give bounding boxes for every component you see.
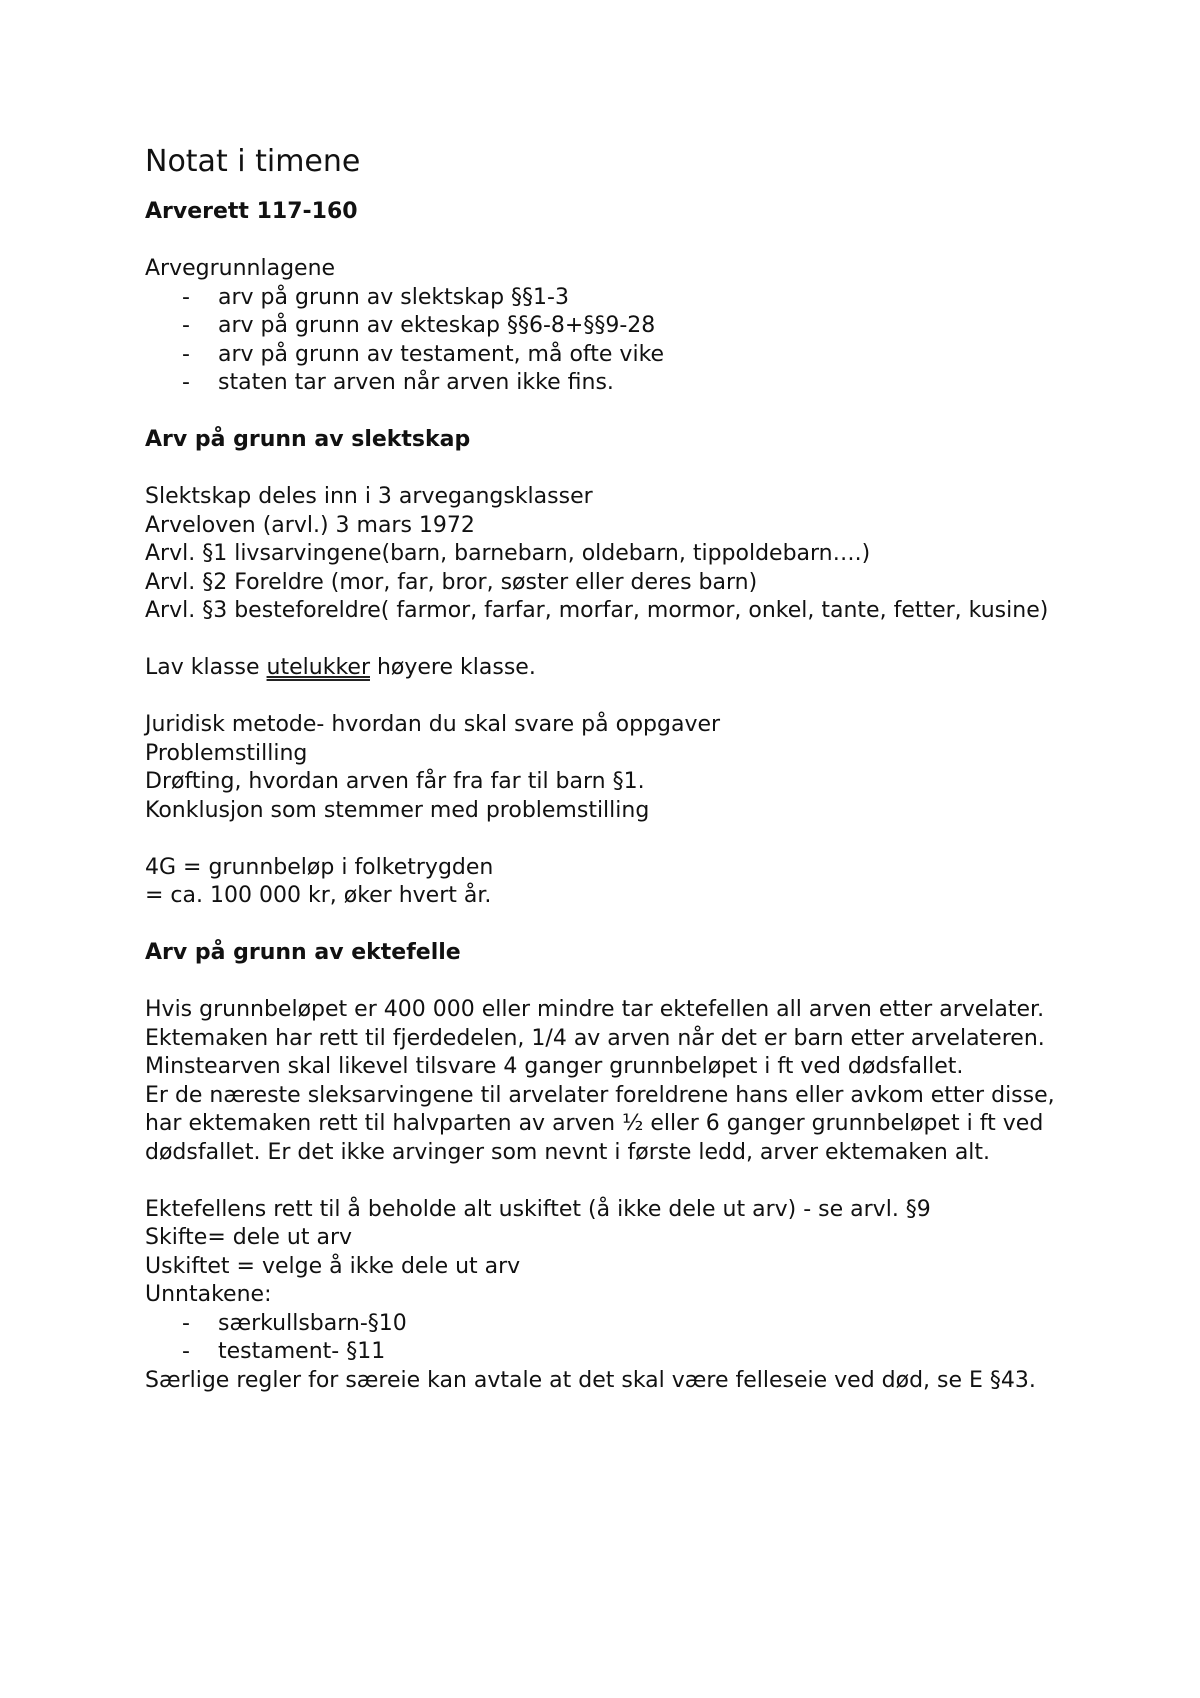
- paragraph-line: Ektefellens rett til å beholde alt uskiftet (å ikke dele ut arv) - se arvl. §9: [145, 1196, 931, 1222]
- paragraph-line: 4G = grunnbeløp i folketrygden: [145, 854, 494, 880]
- heading-arverett: Arverett 117-160: [145, 199, 358, 224]
- heading-ektefelle: Arv på grunn av ektefelle: [145, 940, 461, 965]
- list-item: [145, 369, 1075, 398]
- paragraph-line: Arveloven (arvl.) 3 mars 1972: [145, 512, 475, 538]
- document-page: [145, 140, 1075, 1395]
- list-item-text: staten tar arven når arven ikke fins.: [218, 370, 614, 395]
- paragraph: Hvis grunnbeløpet er 400 000 eller mindre tar ektefellen all arven etter arvelater.: [145, 997, 1045, 1022]
- list-item-text: arv på grunn av ekteskap §§6-8+§§9-28: [218, 313, 656, 338]
- paragraph: Ektemaken har rett til fjerdedelen, 1/4 av arven når det er barn etter arvelateren. Minstearven skal likevel tilsvare 4 ganger grunnbeløpet i ft ved dødsfallet.: [145, 1025, 1052, 1079]
- paragraph-line: Slektskap deles inn i 3 arvegangsklasser: [145, 484, 593, 509]
- dash-bullet: -: [182, 1339, 190, 1364]
- dash-bullet: -: [182, 341, 190, 367]
- text-run: høyere klasse.: [369, 655, 536, 680]
- intro-line: Arvegrunnlagene: [145, 256, 336, 281]
- list-item: [145, 284, 1075, 313]
- paragraph-line: Arvl. §3 besteforeldre( farmor, farfar, morfar, mormor, onkel, tante, fetter, kusine): [145, 598, 1049, 623]
- list-item-text: arv på grunn av testament, må ofte vike: [218, 341, 665, 367]
- paragraph-line: Konklusjon som stemmer med problemstilling: [145, 797, 650, 823]
- paragraph-line: Unntakene:: [145, 1282, 272, 1307]
- paragraph-line: Uskiftet = velge å ikke dele ut arv: [145, 1253, 521, 1279]
- dash-bullet: -: [182, 284, 190, 310]
- paragraph-line: Juridisk metode- hvordan du skal svare på oppgaver: [145, 712, 721, 737]
- list-item: [145, 1338, 1075, 1367]
- list-item: [145, 1310, 1075, 1339]
- underlined-word: utelukker: [266, 655, 370, 680]
- dash-bullet: -: [182, 313, 190, 338]
- list-item-text: arv på grunn av slektskap §§1-3: [218, 284, 569, 310]
- paragraph-line: Problemstilling: [145, 740, 308, 766]
- list-item-text: særkullsbarn-§10: [218, 1310, 407, 1336]
- paragraph-line: Arvl. §1 livsarvingene(barn, barnebarn, oldebarn, tippoldebarn….): [145, 541, 871, 566]
- paragraph-line: Skifte= dele ut arv: [145, 1225, 353, 1250]
- bullet-list-unntak: [145, 1310, 1075, 1367]
- paragraph-line: Drøfting, hvordan arven får fra far til barn §1.: [145, 769, 645, 794]
- dash-bullet: -: [182, 370, 190, 395]
- paragraph-line: = ca. 100 000 kr, øker hvert år.: [145, 883, 492, 908]
- heading-slektskap: Arv på grunn av slektskap: [145, 427, 471, 452]
- paragraph-line: Arvl. §2 Foreldre (mor, far, bror, søster eller deres barn): [145, 569, 758, 595]
- list-item-text: testament- §11: [218, 1339, 386, 1364]
- document-title: Notat i timene: [145, 144, 361, 179]
- bullet-list-arvegrunnlag: [145, 284, 1075, 398]
- list-item: [145, 341, 1075, 370]
- paragraph: Er de næreste sleksarvingene til arvelater foreldrene hans eller avkom etter disse, har ektemaken rett til halvparten av arven ½ eller 6 ganger grunnbeløpet i ft ved dødsfallet. Er det ikke arvinger som nevnt i første ledd, arver ektemaken alt.: [145, 1082, 1062, 1165]
- text-run: Lav klasse: [145, 655, 267, 680]
- lav-klasse-line: [145, 654, 1075, 683]
- list-item: [145, 312, 1075, 341]
- closing-paragraph: Særlige regler for særeie kan avtale at det skal være felleseie ved død, se E §43.: [145, 1367, 1036, 1393]
- dash-bullet: -: [182, 1310, 190, 1336]
